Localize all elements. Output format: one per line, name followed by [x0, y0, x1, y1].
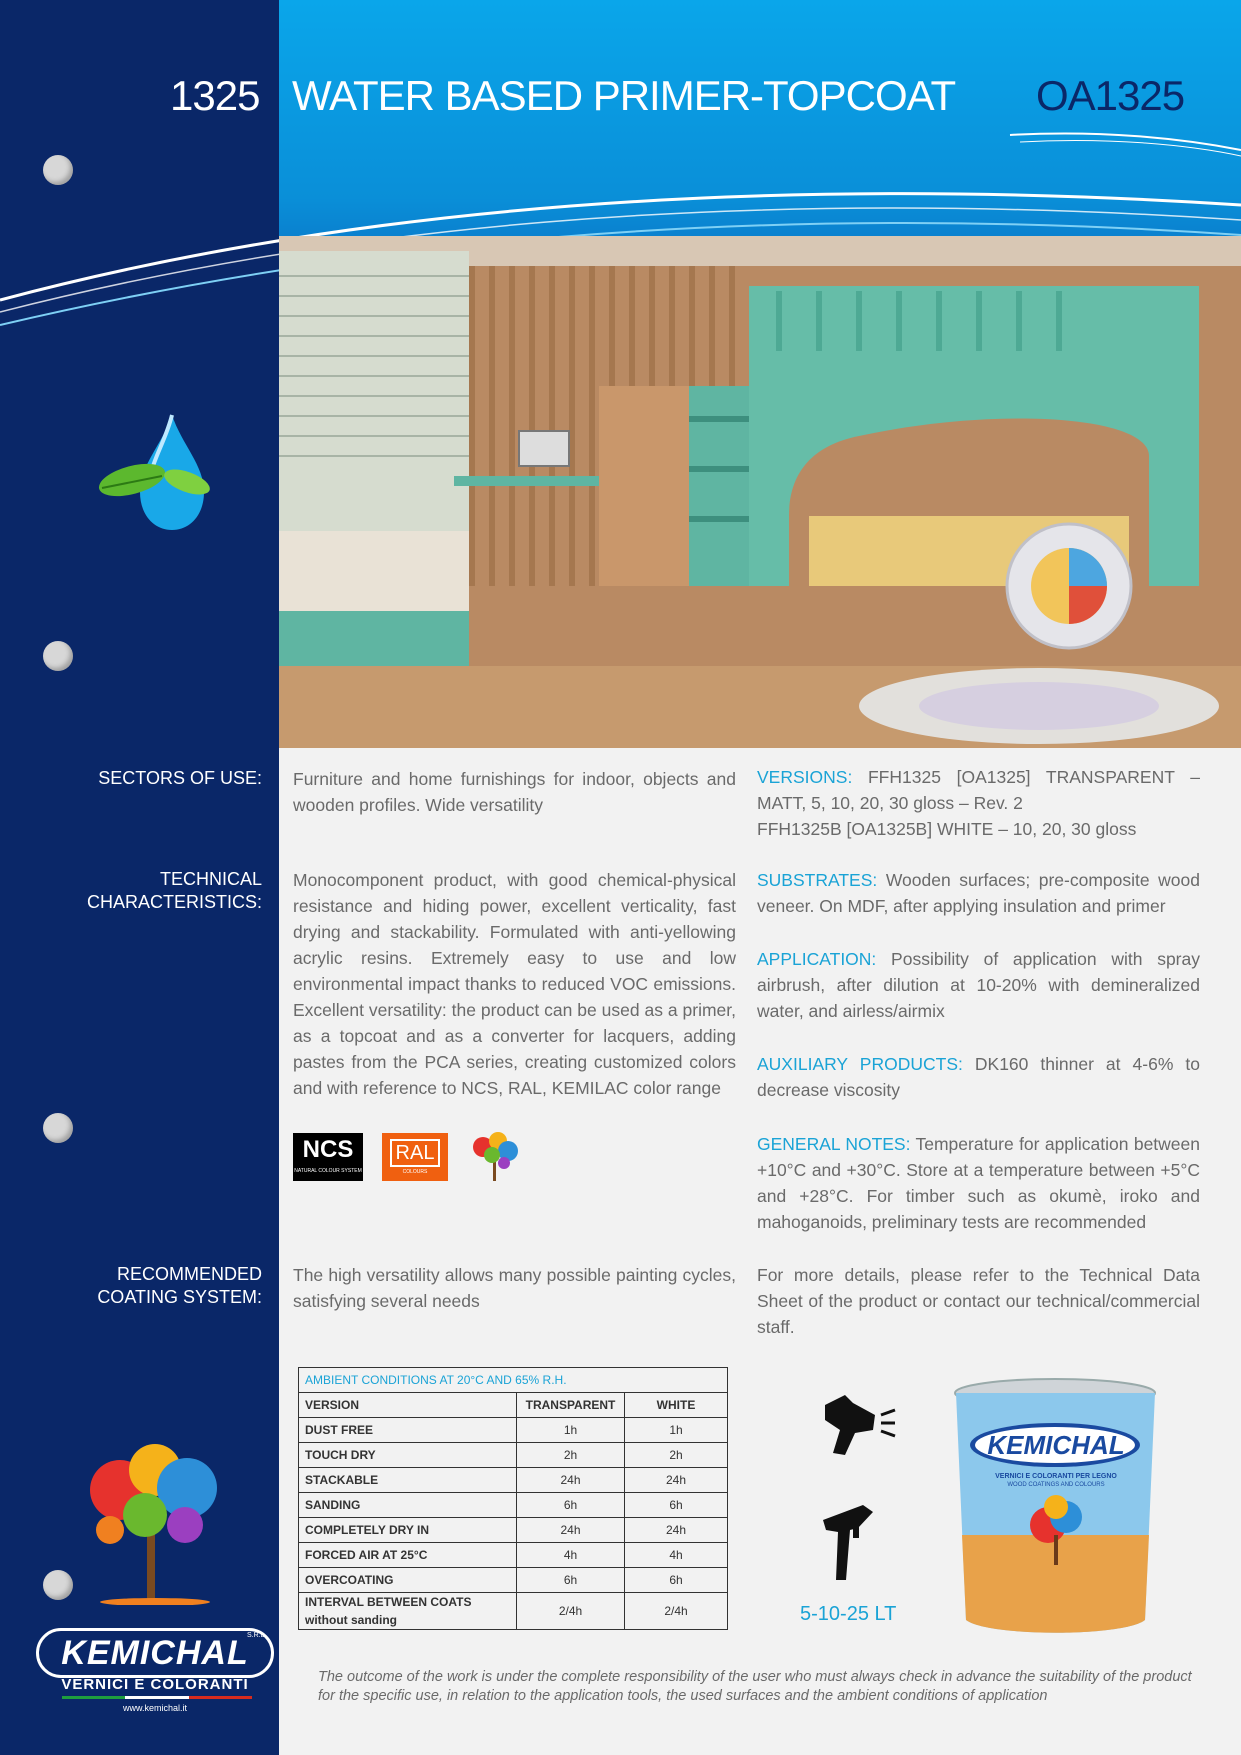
can-brand-text: KEMICHAL: [987, 1430, 1125, 1460]
table-cell-white: 24h: [625, 1518, 728, 1543]
table-row-label: INTERVAL BETWEEN COATS: [305, 1595, 472, 1609]
table-row: [299, 1443, 728, 1468]
versions-block: [757, 764, 1200, 842]
ral-logo: [382, 1133, 448, 1181]
table-header-transparent: TRANSPARENT: [517, 1393, 625, 1418]
auxiliary-heading: AUXILIARY PRODUCTS:: [757, 1054, 963, 1074]
versions-text-2: FFH1325B [OA1325B] WHITE – 10, 20, 30 gloss: [757, 819, 1137, 839]
table-row: [299, 1468, 728, 1493]
table-row-label-cell: [299, 1593, 517, 1630]
auxiliary-block: [757, 1051, 1200, 1103]
ncs-logo-sub: NATURAL COLOUR SYSTEM: [294, 1168, 362, 1174]
table-row-label-sub: without sanding: [305, 1613, 397, 1627]
italian-flag-stripe: [62, 1696, 252, 1699]
sectors-label: SECTORS OF USE:: [98, 768, 262, 788]
airless-gun-icon: [818, 1500, 878, 1585]
table-row-label: COMPLETELY DRY IN: [299, 1518, 517, 1543]
versions-text-1: FFH1325 [OA1325] TRANSPARENT – MATT, 5, 10, 20, 30 gloss – Rev. 2: [757, 767, 1200, 813]
ral-logo-text: RAL: [390, 1139, 441, 1167]
table-cell-transparent: 2h: [517, 1443, 625, 1468]
table-row-label: FORCED AIR AT 25°C: [299, 1543, 517, 1568]
application-block: [757, 946, 1200, 1024]
table-cell-transparent: 6h: [517, 1568, 625, 1593]
bedroom-photo: [279, 236, 1241, 748]
notes-heading: GENERAL NOTES:: [757, 1134, 911, 1154]
table-cell-white: 4h: [625, 1543, 728, 1568]
product-number: 1325: [170, 72, 260, 119]
kemichal-logo: [36, 1628, 274, 1678]
can-sub-text: VERNICI E COLORANTI PER LEGNO: [995, 1473, 1117, 1480]
table-header-white: WHITE: [625, 1393, 728, 1418]
technical-label-line1: TECHNICAL: [159, 869, 262, 889]
table-cell-transparent: 24h: [517, 1468, 625, 1493]
table-cell-transparent: 6h: [517, 1493, 625, 1518]
binder-hole: [43, 155, 73, 185]
table-row: [299, 1418, 728, 1443]
product-title: WATER BASED PRIMER-TOPCOAT: [292, 72, 956, 119]
table-cell-white: 6h: [625, 1493, 728, 1518]
table-cell-white: 1h: [625, 1418, 728, 1443]
table-row: [299, 1568, 728, 1593]
table-row-label: DUST FREE: [299, 1418, 517, 1443]
spray-gun-icon: [815, 1385, 900, 1470]
colour-tree-icon: [75, 1440, 235, 1605]
paint-can-image: [948, 1375, 1163, 1640]
substrates-text: Wooden surfaces; pre-composite wood veneer. On MDF, after applying insulation and primer: [757, 870, 1200, 916]
application-text: Possibility of application with spray airbrush, after dilution at 10-20% with demineralized water, and airless/airmix: [757, 949, 1200, 1021]
table-cell-transparent: 24h: [517, 1518, 625, 1543]
substrates-heading: SUBSTRATES:: [757, 870, 878, 890]
can-sub-text-2: WOOD COATINGS AND COLOURS: [1007, 1482, 1105, 1488]
table-row: [299, 1593, 728, 1630]
application-heading: APPLICATION:: [757, 949, 877, 969]
brand-srl: S.R.L.: [247, 1632, 267, 1639]
water-drop-leaf-icon: [92, 410, 222, 535]
binder-hole: [43, 1113, 73, 1143]
brand-tagline: VERNICI E COLORANTI: [61, 1676, 249, 1693]
versions-heading: VERSIONS:: [757, 767, 853, 787]
table-cell-transparent: 4h: [517, 1543, 625, 1568]
table-row: [299, 1518, 728, 1543]
table-row-label: OVERCOATING: [299, 1568, 517, 1593]
substrates-block: [757, 867, 1200, 919]
notes-text: Temperature for application between +10°C and +30°C. Store at a temperature between +5°C and +28°C. For timber such as okumè, iroko and mahoganoids, preliminary tests are recommended: [757, 1134, 1201, 1232]
auxiliary-text: DK160 thinner at 4-6% to decrease viscosity: [757, 1054, 1200, 1100]
table-cell-white: 24h: [625, 1468, 728, 1493]
kemilac-tree-icon: [468, 1131, 522, 1183]
table-row: [299, 1493, 728, 1518]
table-row: [299, 1543, 728, 1568]
product-code: OA1325: [1036, 72, 1185, 119]
table-row-label: SANDING: [299, 1493, 517, 1518]
coating-label-line2: COATING SYSTEM:: [97, 1287, 262, 1307]
brand-name: KEMICHAL: [61, 1634, 249, 1672]
table-cell-transparent: 1h: [517, 1418, 625, 1443]
ncs-logo-text: NCS: [302, 1136, 354, 1163]
table-row-label: TOUCH DRY: [299, 1443, 517, 1468]
details-text: For more details, please refer to the Technical Data Sheet of the product or contact our technical/commercial staff.: [757, 1265, 1200, 1337]
table-cell-white: 6h: [625, 1568, 728, 1593]
binder-hole: [43, 641, 73, 671]
table-cell-white: 2h: [625, 1443, 728, 1468]
table-title: AMBIENT CONDITIONS AT 20°C AND 65% R.H.: [299, 1368, 728, 1393]
coating-text: The high versatility allows many possible painting cycles, satisfying several needs: [293, 1265, 736, 1311]
table-header-version: VERSION: [299, 1393, 517, 1418]
table-title-row: [299, 1368, 728, 1393]
ncs-logo: [293, 1133, 363, 1181]
technical-label-line2: CHARACTERISTICS:: [86, 892, 262, 912]
sectors-text: Furniture and home furnishings for indoor, objects and wooden profiles. Wide versatility: [293, 769, 736, 815]
coating-label-line1: RECOMMENDED: [116, 1264, 262, 1284]
package-sizes: 5-10-25 LT: [800, 1603, 897, 1625]
table-cell-white: 2/4h: [625, 1593, 728, 1630]
brand-url: www.kemichal.it: [122, 1703, 187, 1713]
ambient-conditions-table: [298, 1367, 728, 1630]
table-cell-transparent: 2/4h: [517, 1593, 625, 1630]
ral-logo-sub: COLOURS: [402, 1169, 428, 1175]
technical-text: Monocomponent product, with good chemical-physical resistance and hiding power, excellent verticality, fast drying and stackability. Formulated with anti-yellowing acrylic resins. Extremely easy to use and low environmental impact thanks to reduced VOC emissions. Excellent versatility: the product can be used as a primer, as a topcoat and as a converter for lacquers, adding pastes from the PCA series, creating customized colors and with reference to NCS, RAL, KEMILAC color range: [293, 870, 736, 1098]
table-header-row: [299, 1393, 728, 1418]
table-row-label: STACKABLE: [299, 1468, 517, 1493]
binder-hole: [43, 1570, 73, 1600]
notes-block: [757, 1131, 1200, 1235]
disclaimer-text: The outcome of the work is under the complete responsibility of the user who must always check in advance the suitability of the product for the specific use, in relation to the application tools, the used surfaces and the ambient conditions of application: [318, 1669, 1192, 1704]
